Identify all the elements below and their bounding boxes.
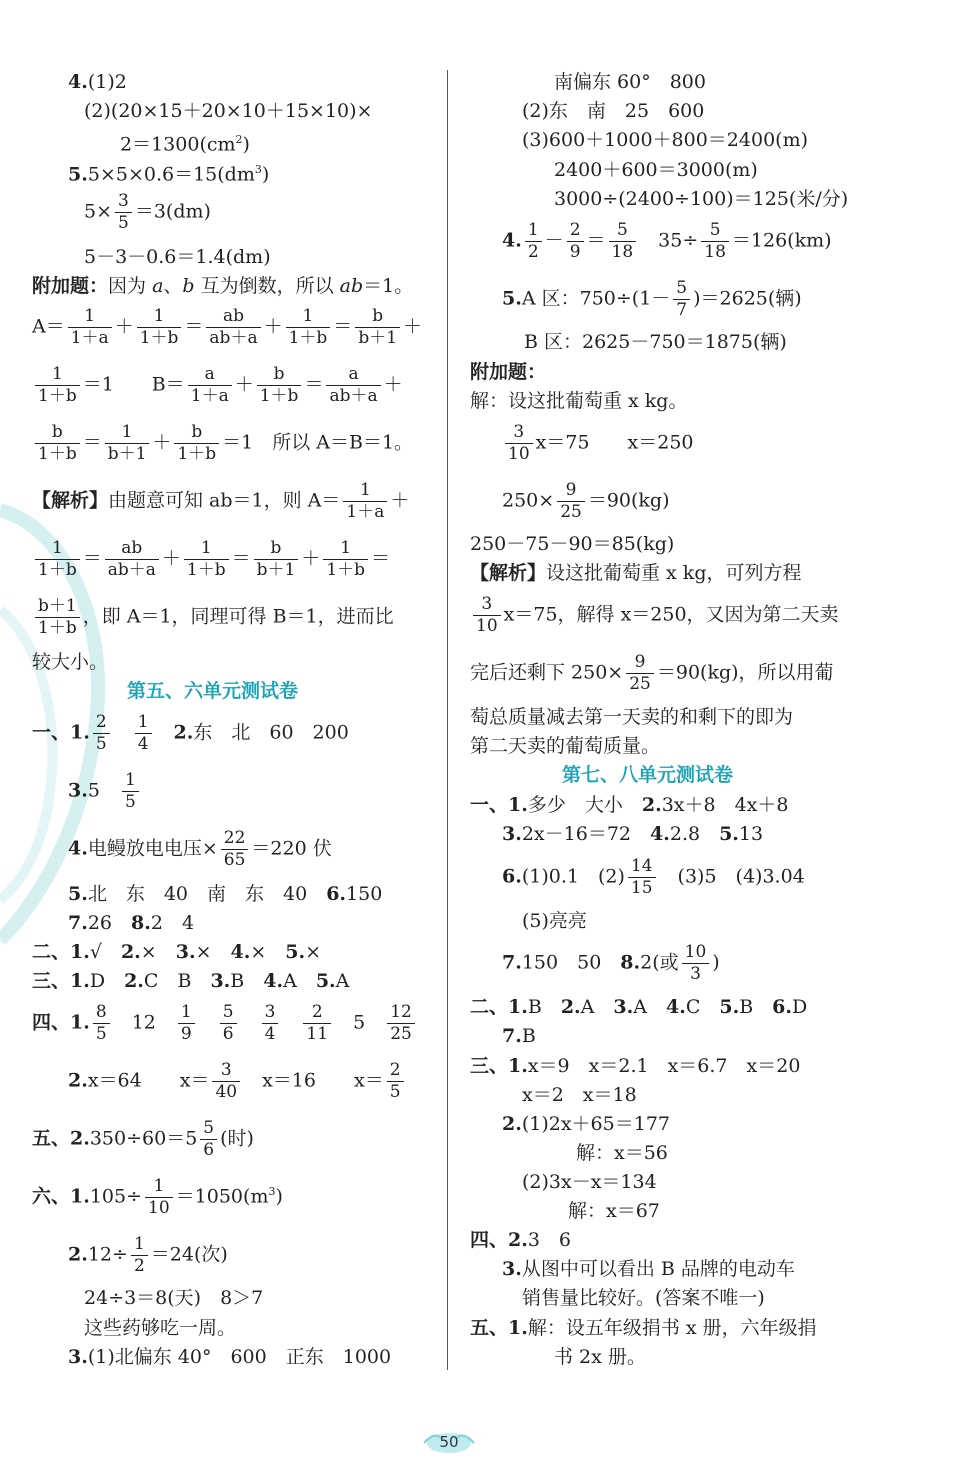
fraction: $\frac{1}{1+a}$ — [343, 480, 387, 523]
line: 5.A 区：750÷(1－ $\frac{5}{7}$ )＝2625(辆) — [502, 278, 802, 320]
line: 4. $\frac{1}{2}$ － $\frac{2}{9}$ ＝ $\frac{5}{18}$ 35÷ $\frac{5}{18}$ ＝126(km) — [502, 220, 832, 262]
fraction: $\frac{b+1}{1+b}$ — [35, 596, 80, 639]
line: 附加题： — [470, 361, 547, 383]
fraction: $\frac{1}{9}$ — [178, 1002, 195, 1045]
line: B 区：2625－750＝1875(辆) — [524, 331, 787, 353]
line: 较大小。 — [32, 651, 109, 673]
line: 五、1.解：设五年级捐书 x 册，六年级捐 — [470, 1317, 817, 1339]
line: 2.x＝64 x＝ $\frac{3}{40}$ x＝16 x＝ $\frac{2}{5}$ — [68, 1060, 407, 1103]
line: 二、1.B 2.A 3.A 4.C 5.B 6.D — [470, 996, 808, 1018]
line: 这些药够吃一周。 — [84, 1317, 237, 1339]
fraction: $\frac{2}{9}$ — [567, 220, 584, 263]
fraction: $\frac{5}{7}$ — [673, 278, 690, 321]
line: 第二天卖的葡萄质量。 — [470, 735, 661, 757]
line: 萄总质量减去第一天卖的和剩下的即为 — [470, 706, 794, 728]
fraction: $\frac{5}{18}$ — [609, 220, 637, 263]
fraction: $\frac{1}{1+b}$ — [184, 538, 229, 581]
line: 解：设这批葡萄重 x kg。 — [470, 390, 688, 412]
line: 4.电鳗放电电压× $\frac{22}{65}$ ＝220 伏 — [68, 828, 332, 870]
line: (2)东 南 25 600 — [522, 100, 705, 122]
fraction: $\frac{10}{3}$ — [682, 942, 710, 985]
line: 3000÷(2400÷100)＝125(米/分) — [554, 188, 849, 210]
fraction: $\frac{8}{5}$ — [93, 1002, 110, 1045]
fraction: $\frac{5}{18}$ — [701, 220, 729, 263]
line: 7.B — [502, 1025, 536, 1047]
line: 2.(1)2x＋65＝177 — [502, 1113, 671, 1135]
line: (3)600＋1000＋800＝2400(m) — [522, 129, 808, 151]
fraction: $\frac{a}{1+a}$ — [188, 364, 232, 407]
line: (2)3x－x＝134 — [522, 1171, 657, 1193]
fraction: $\frac{1}{b+1}$ — [105, 422, 150, 465]
fraction: $\frac{9}{25}$ — [626, 652, 654, 695]
line: (2)(20×15＋20×10＋15×10)× — [84, 100, 373, 122]
line: 附加题：因为 a、b 互为倒数，所以 ab＝1。 — [32, 275, 414, 297]
fraction: $\frac{3}{40}$ — [212, 1060, 240, 1103]
fraction: $\frac{3}{10}$ — [505, 422, 533, 465]
line: (5)亮亮 — [522, 910, 587, 932]
line: 解：x＝67 — [568, 1200, 660, 1222]
fraction: $\frac{14}{15}$ — [628, 856, 656, 899]
line: 3.从图中可以看出 B 品牌的电动车 — [502, 1258, 795, 1280]
page-number-badge — [422, 1430, 476, 1456]
line: 三、1.D 2.C B 3.B 4.A 5.A — [32, 970, 350, 992]
fraction: $\frac{1}{1+b}$ — [137, 306, 182, 349]
line: $\frac{3}{10}$ x＝75，解得 x＝250，又因为第二天卖 — [470, 594, 839, 637]
fraction: $\frac{22}{65}$ — [221, 828, 249, 871]
fraction: $\frac{1}{1+b}$ — [286, 306, 331, 349]
line: 南偏东 60° 800 — [554, 71, 706, 93]
fraction: $\frac{b}{1+b}$ — [174, 422, 219, 465]
line: 六、1.105÷ $\frac{1}{10}$ $=1050(m^3)$ — [32, 1176, 283, 1218]
column-divider — [447, 70, 448, 1370]
page-number: 50 — [439, 1433, 459, 1451]
fraction: $\frac{1}{4}$ — [135, 712, 152, 755]
fraction: $\frac{1}{2}$ — [131, 1234, 148, 1277]
line: 250－75－90＝85(kg) — [470, 533, 675, 555]
line: 2.12÷ $\frac{1}{2}$ ＝24(次) — [68, 1234, 228, 1276]
line: 3.2x－16＝72 4.2.8 5.13 — [502, 823, 764, 845]
fraction: $\frac{2}{5}$ — [387, 1060, 404, 1103]
line: 一、1.多少 大小 2.3x＋8 4x＋8 — [470, 794, 789, 816]
fraction: $\frac{1}{1+b}$ — [323, 538, 368, 581]
fraction: $\frac{b}{b+1}$ — [254, 538, 299, 581]
line: 250× $\frac{9}{25}$ ＝90(kg) — [502, 480, 670, 522]
fraction: $\frac{2}{11}$ — [303, 1002, 331, 1045]
fraction: $\frac{1}{2}$ — [525, 220, 542, 263]
fraction: $\frac{a}{ab+a}$ — [326, 364, 380, 407]
fraction: $\frac{3}{5}$ — [115, 191, 132, 234]
line: 三、1.x＝9 x＝2.1 x＝6.7 x＝20 — [470, 1055, 801, 1077]
fraction: $\frac{1}{1+b}$ — [35, 538, 80, 581]
fraction: $\frac{5}{6}$ — [200, 1118, 217, 1161]
line: $2=1300(cm^2)$ — [120, 133, 250, 156]
line: $5.5\times 5\times 0.6=15(dm^3)$ — [68, 163, 270, 186]
line: 5× $\frac{3}{5}$ ＝3(dm) — [84, 191, 211, 233]
line: 6.(1)0.1 (2) $\frac{14}{15}$ (3)5 (4)3.04 — [502, 856, 805, 898]
line: 4.(1)2 — [68, 71, 127, 93]
line: $\frac{b}{1+b}$ ＝ $\frac{1}{b+1}$ ＋ $\frac{b}{1+b}$ ＝1 所以 A＝B＝1。 — [32, 422, 413, 465]
line: 7.150 50 8.2(或 $\frac{10}{3}$ ) — [502, 942, 720, 984]
fraction: $\frac{ab}{ab+a}$ — [206, 306, 260, 349]
line: $\frac{1}{1+b}$ ＝1 B＝ $\frac{a}{1+a}$ ＋ $\frac{b}{1+b}$ ＝ $\frac{a}{ab+a}$ ＋ — [32, 364, 403, 407]
line: 一、1. $\frac{2}{5}$ $\frac{1}{4}$ 2.东 北 60 200 — [32, 712, 349, 754]
line: 二、1.√ 2.× 3.× 4.× 5.× — [32, 941, 322, 963]
line: 5.北 东 40 南 东 40 6.150 — [68, 883, 383, 905]
line: x＝2 x＝18 — [522, 1084, 637, 1106]
fraction: $\frac{3}{4}$ — [262, 1002, 279, 1045]
fraction: $\frac{ab}{ab+a}$ — [105, 538, 159, 581]
fraction: $\frac{b}{1+b}$ — [35, 422, 80, 465]
line: A＝ $\frac{1}{1+a}$ ＋ $\frac{1}{1+b}$ ＝ $\frac{ab}{ab+a}$ ＋ $\frac{1}{1+b}$ ＝ $\frac{b}{b+1}$ ＋ — [32, 306, 423, 348]
line: $\frac{b+1}{1+b}$ ，即 A＝1，同理可得 B＝1，进而比 — [32, 596, 394, 639]
fraction: $\frac{12}{25}$ — [387, 1002, 415, 1045]
line: 2400＋600＝3000(m) — [554, 159, 758, 181]
fraction: $\frac{1}{5}$ — [122, 770, 139, 813]
fraction: $\frac{5}{6}$ — [220, 1002, 237, 1045]
line: 【解析】设这批葡萄重 x kg，可列方程 — [470, 562, 802, 584]
fraction: $\frac{1}{1+a}$ — [68, 306, 112, 349]
line: $\frac{3}{10}$ x＝75 x＝250 — [502, 422, 694, 465]
fraction: $\frac{3}{10}$ — [473, 594, 501, 637]
line: 5－3－0.6＝1.4(dm) — [84, 246, 271, 268]
line: 【解析】由题意可知 ab＝1，则 A＝ $\frac{1}{1+a}$ ＋ — [32, 480, 410, 522]
fraction: $\frac{9}{25}$ — [557, 480, 585, 523]
fraction: $\frac{1}{10}$ — [145, 1176, 173, 1219]
line: 五、2.350÷60＝5 $\frac{5}{6}$ (时) — [32, 1118, 254, 1160]
line: 四、1. $\frac{8}{5}$ 12 $\frac{1}{9}$ $\frac{5}{6}$ $\frac{3}{4}$ $\frac{2}{11}$ 5 $\frac{12}{25}$ — [32, 1002, 418, 1045]
line: 销售量比较好。(答案不唯一) — [522, 1287, 765, 1309]
line: 24÷3＝8(天) 8＞7 — [84, 1287, 264, 1309]
line: 完后还剩下 250× $\frac{9}{25}$ ＝90(kg)，所以用葡 — [470, 652, 834, 694]
line: 书 2x 册。 — [554, 1346, 646, 1368]
line: 3.(1)北偏东 40° 600 正东 1000 — [68, 1346, 392, 1368]
line: 3.5 $\frac{1}{5}$ — [68, 770, 142, 813]
fraction: $\frac{1}{1+b}$ — [35, 364, 80, 407]
fraction: $\frac{b}{1+b}$ — [257, 364, 302, 407]
line: 解：x＝56 — [576, 1142, 668, 1164]
section-heading: 第五、六单元测试卷 — [127, 680, 299, 702]
line: 7.26 8.2 4 — [68, 912, 195, 934]
fraction: $\frac{2}{5}$ — [93, 712, 110, 755]
section-heading: 第七、八单元测试卷 — [562, 764, 734, 786]
line: $\frac{1}{1+b}$ ＝ $\frac{ab}{ab+a}$ ＋ $\frac{1}{1+b}$ ＝ $\frac{b}{b+1}$ ＋ $\frac{1}{1+b}$ ＝ — [32, 538, 390, 581]
line: 四、2.3 6 — [470, 1229, 572, 1251]
fraction: $\frac{b}{b+1}$ — [355, 306, 400, 349]
